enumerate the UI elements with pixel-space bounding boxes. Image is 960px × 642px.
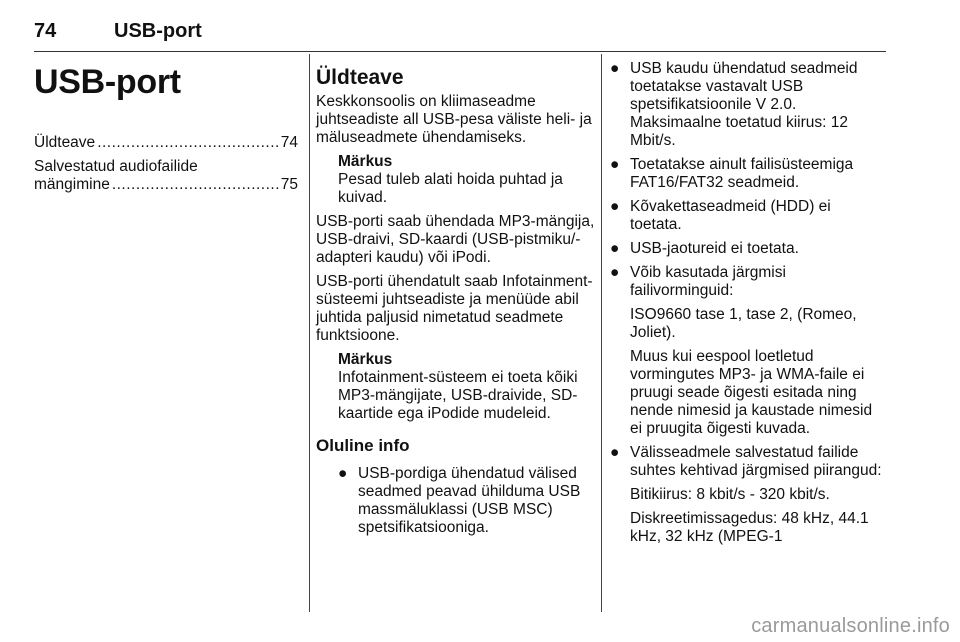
- page-header: [34, 20, 886, 50]
- toc-leader-dots: [97, 134, 279, 152]
- running-title: USB-port: [114, 20, 202, 42]
- bullet-icon: ●: [610, 264, 620, 281]
- bullet-icon: ●: [610, 240, 620, 257]
- note-box: [338, 351, 596, 423]
- toc-page-number: 74: [280, 134, 298, 151]
- column-divider-1: [309, 54, 310, 612]
- list-item: [608, 60, 886, 150]
- header-rule: [34, 51, 886, 52]
- section-title: Üldteave: [316, 66, 404, 89]
- toc-entry-text: mängimine: [34, 176, 110, 193]
- note-label: Märkus: [338, 153, 393, 170]
- bullet-icon: ●: [610, 198, 620, 215]
- list-item: [316, 465, 596, 537]
- note-label: Märkus: [338, 351, 393, 368]
- table-of-contents: [34, 134, 298, 194]
- bullet-list: [608, 60, 886, 546]
- body-paragraph: USB-porti ühendatult saab Infotainment-süsteemi juhtseadiste ja menüüde abil juhtida paljusid nimetatud seadmete funktsioone.: [316, 273, 593, 344]
- right-column: [608, 60, 886, 552]
- left-column: [34, 60, 298, 200]
- list-item-text: Toetatakse ainult failisüsteemiga FAT16/FAT32 seadmeid.: [630, 156, 854, 191]
- list-item-text: Välisseadmele salvestatud failide suhtes kehtivad järgmised piirangud:: [630, 444, 882, 479]
- list-item: [608, 240, 886, 258]
- list-item-text: Võib kasutada järgmisi failivorminguid:: [630, 264, 786, 299]
- note-text: Pesad tuleb alati hoida puhtad ja kuivad.: [338, 171, 563, 206]
- bullet-icon: ●: [338, 465, 348, 482]
- middle-column: [316, 60, 596, 543]
- column-divider-2: [601, 54, 602, 612]
- toc-entry[interactable]: [34, 134, 298, 152]
- list-item-text: Diskreetimissagedus: 48 kHz, 44.1 kHz, 32 kHz (MPEG-1: [630, 510, 869, 545]
- bullet-icon: ●: [610, 156, 620, 173]
- list-item-text: Kõvakettaseadmeid (HDD) ei toetata.: [630, 198, 831, 233]
- bullet-icon: ●: [610, 60, 620, 77]
- note-box: [338, 153, 596, 207]
- list-item: [608, 264, 886, 438]
- list-item-text: Bitikiirus: 8 kbit/s - 320 kbit/s.: [630, 486, 830, 503]
- watermark: carmanualsonline.info: [751, 615, 950, 637]
- page-number: 74: [34, 20, 57, 42]
- intro-paragraph: Keskkonsoolis on kliimaseadme juhtseadiste all USB-pesa väliste heli- ja mäluseadmete ühendamiseks.: [316, 93, 592, 146]
- list-item-text: USB-pordiga ühendatud välised seadmed peavad ühilduma USB massmäluklassi (USB MSC) spetsifikatsiooniga.: [358, 465, 581, 536]
- toc-page-number: 75: [280, 176, 298, 193]
- toc-entry[interactable]: [34, 158, 298, 194]
- toc-entry-text: Üldteave: [34, 134, 96, 151]
- bullet-icon: ●: [610, 444, 620, 461]
- list-item: [608, 198, 886, 234]
- subheading: Oluline info: [316, 436, 410, 455]
- list-item-text: USB-jaotureid ei toetata.: [630, 240, 799, 257]
- toc-leader-dots: [112, 176, 279, 194]
- bullet-list: [316, 465, 596, 537]
- list-item: [608, 444, 886, 546]
- list-item-text: ISO9660 tase 1, tase 2, (Romeo, Joliet).: [630, 306, 857, 341]
- toc-entry-text: Salvestatud audiofailide: [34, 158, 198, 175]
- list-item: [608, 156, 886, 192]
- chapter-title: USB-port: [34, 63, 181, 101]
- list-item-text: USB kaudu ühendatud seadmeid toetatakse vastavalt USB spetsifikatsioonile V 2.0. Maksimaalne toetatud kiirus: 12 Mbit/s.: [630, 60, 858, 149]
- list-item-text: Muus kui eespool loetletud vormingutes MP3- ja WMA-faile ei pruugi seade õigesti esitada ning nende nimesid ja kaustade nimesid ei pruugita õigesti kuvada.: [630, 348, 873, 437]
- note-text: Infotainment-süsteem ei toeta kõiki MP3-mängijate, USB-draivide, SD-kaartide ega iPodide mudeleid.: [338, 369, 578, 422]
- body-paragraph: USB-porti saab ühendada MP3-mängija, USB-draivi, SD-kaardi (USB-pistmiku/-adapteri kaudu) või iPodi.: [316, 213, 595, 266]
